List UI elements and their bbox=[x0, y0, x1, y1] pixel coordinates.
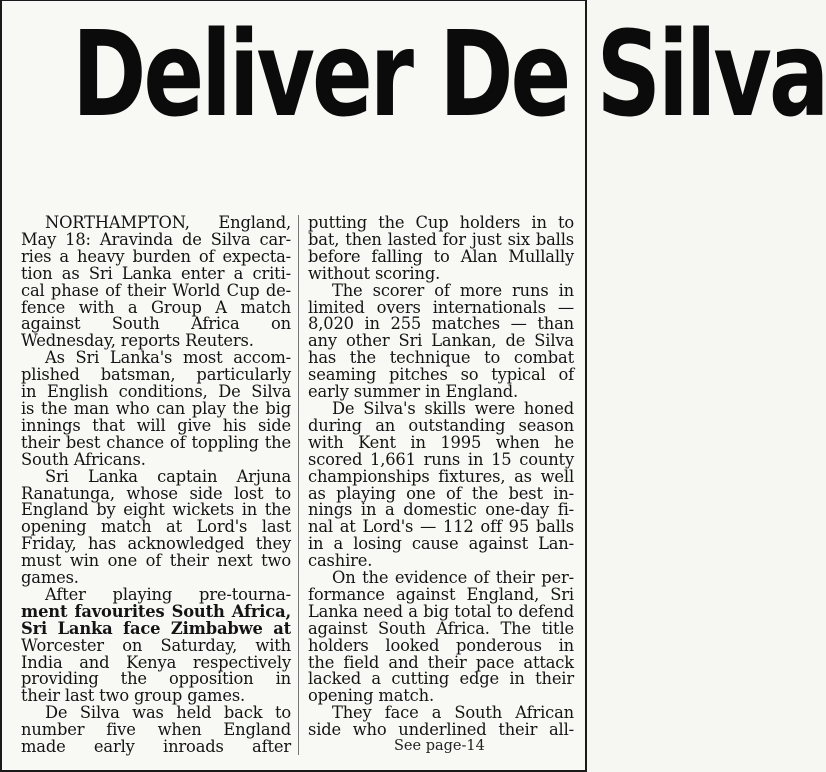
article-line: Wednesday, reports Reuters. bbox=[21, 331, 254, 351]
article-line: limited overs internationals — bbox=[308, 297, 574, 317]
article-line: putting the Cup holders in to bbox=[308, 213, 574, 232]
article-line: made early inroads after bbox=[21, 737, 291, 757]
article-line: England by eight wickets in the bbox=[21, 500, 291, 520]
article-column-left bbox=[21, 215, 291, 756]
article-line: their best chance of toppling the bbox=[21, 432, 291, 452]
article-line: in English conditions, De Silva bbox=[21, 382, 291, 402]
article-line: must win one of their next two bbox=[21, 551, 291, 571]
article-line: NORTHAMPTON, England, bbox=[45, 213, 291, 232]
article-line: Lanka need a big total to defend bbox=[308, 601, 574, 621]
article-line: The scorer of more runs in bbox=[332, 280, 574, 300]
article-line: without scoring. bbox=[308, 263, 441, 283]
article-line: opening match. bbox=[308, 686, 435, 706]
article-line: cashire. bbox=[308, 551, 373, 571]
article-line: has the technique to combat bbox=[308, 348, 574, 368]
article-line: De Silva's skills were honed bbox=[332, 398, 574, 418]
headline: Deliver De Silva bbox=[71, 5, 826, 143]
article-line: with Kent in 1995 when he bbox=[308, 432, 574, 452]
article-line: Friday, has acknowledged they bbox=[21, 534, 291, 554]
article-line: number five when England bbox=[21, 720, 291, 740]
article-line: their last two group games. bbox=[21, 686, 246, 706]
article-line: early summer in England. bbox=[308, 382, 519, 402]
article-line: Sri Lanka face Zimbabwe at bbox=[21, 618, 291, 638]
article-line: South Africans. bbox=[21, 449, 146, 469]
article-line: holders looked ponderous in bbox=[308, 635, 574, 655]
article-line: tion as Sri Lanka enter a criti- bbox=[21, 263, 291, 283]
article-line: fence with a Group A match bbox=[21, 297, 291, 317]
article-line: nal at Lord's — 112 off 95 balls bbox=[308, 517, 574, 537]
article-line: scored 1,661 runs in 15 county bbox=[308, 449, 574, 469]
article-line: De Silva was held back to bbox=[45, 703, 291, 723]
column-divider bbox=[298, 215, 299, 755]
article-line: opening match at Lord's last bbox=[21, 517, 291, 537]
article-line: providing the opposition in bbox=[21, 669, 291, 689]
article-line: On the evidence of their per- bbox=[332, 568, 574, 588]
article-line: After playing pre-tourna- bbox=[45, 584, 291, 604]
article-line: the field and their pace attack bbox=[308, 652, 574, 672]
article-line: during an outstanding season bbox=[308, 415, 574, 435]
article-line: ries a heavy burden of expecta- bbox=[21, 246, 291, 266]
article-line: seaming pitches so typical of bbox=[308, 365, 574, 385]
article-line: against South Africa. The title bbox=[308, 618, 574, 638]
article-line: nings in a domestic one-day fi- bbox=[308, 500, 574, 520]
article-line: Worcester on Saturday, with bbox=[21, 635, 291, 655]
article-line: May 18: Aravinda de Silva car- bbox=[21, 229, 291, 249]
article-line: plished batsman, particularly bbox=[21, 365, 291, 385]
article-line: any other Sri Lankan, de Silva bbox=[308, 331, 574, 351]
article-line: As Sri Lanka's most accom- bbox=[45, 348, 291, 368]
article-line: in a losing cause against Lan- bbox=[308, 534, 574, 554]
article-line: formance against England, Sri bbox=[308, 584, 574, 604]
article-line: against South Africa on bbox=[21, 314, 291, 334]
continuation-note: See page-14 bbox=[394, 738, 485, 754]
article-line: 8,020 in 255 matches — than bbox=[308, 314, 574, 334]
article-line: before falling to Alan Mullally bbox=[308, 246, 574, 266]
article-line: championships fixtures, as well bbox=[308, 466, 574, 486]
article-line: India and Kenya respectively bbox=[21, 652, 291, 672]
article-line: lacked a cutting edge in their bbox=[308, 669, 574, 689]
article-line: They face a South African bbox=[332, 703, 574, 723]
article-line: games. bbox=[21, 568, 79, 588]
article-line: bat, then lasted for just six balls bbox=[308, 229, 574, 249]
article-line: Ranatunga, whose side lost to bbox=[21, 483, 291, 503]
article-line: ment favourites South Africa, bbox=[21, 601, 291, 621]
article-line: Sri Lanka captain Arjuna bbox=[45, 466, 291, 486]
article-column-right bbox=[308, 215, 574, 739]
article-line: side who underlined their all- bbox=[308, 720, 574, 740]
article-line: is the man who can play the big bbox=[21, 398, 291, 418]
article-line: innings that will give his side bbox=[21, 415, 291, 435]
article-line: cal phase of their World Cup de- bbox=[21, 280, 291, 300]
article-line: as playing one of the best in- bbox=[308, 483, 574, 503]
